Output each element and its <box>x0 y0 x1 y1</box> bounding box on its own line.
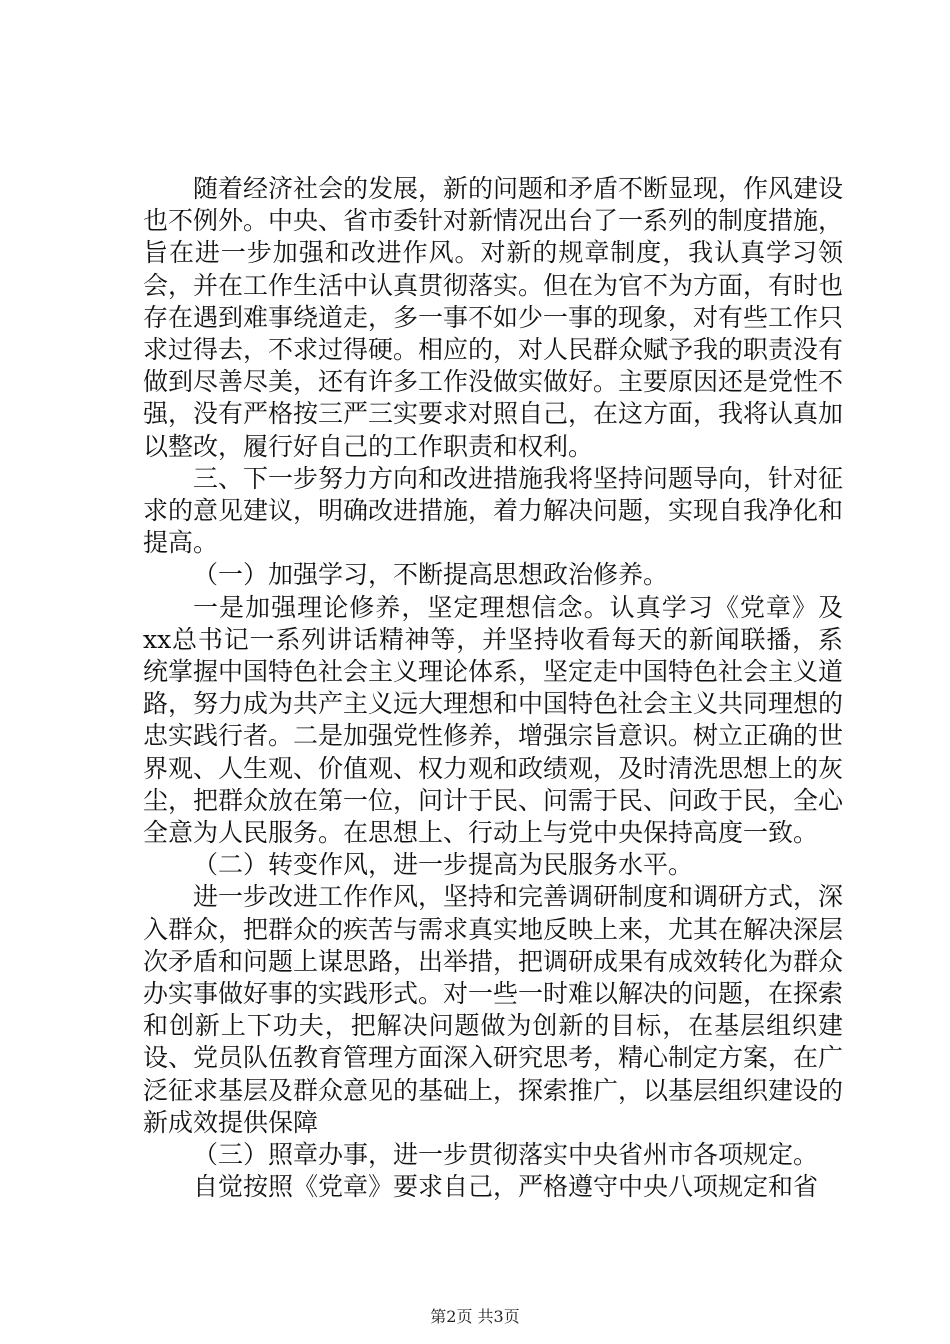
paragraph-5: 自觉按照《党章》要求自己，严格遵守中央八项规定和省 <box>193 1172 819 1202</box>
section-heading-2: （二）转变作风，进一步提高为民服务水平。 <box>193 850 694 880</box>
document-body <box>143 173 843 1204</box>
paragraph-1: 随着经济社会的发展，新的问题和矛盾不断显现，作风建设也不例外。中央、省市委针对新情况出台了一系列的制度措施，旨在进一步加强和改进作风。对新的规章制度，我认真学习领会，并在工作生活中认真贯彻落实。但在为官不为方面，有时也存在遇到难事绕道走，多一事不如少一事的现象，对有些工作只求过得去，不求过得硬。相应的，对人民群众赋予我的职责没有做到尽善尽美，还有许多工作没做实做好。主要原因还是党性不强，没有严格按三严三实要求对照自己，在这方面，我将认真加以整改，履行好自己的工作职责和权利。 <box>143 174 844 461</box>
section-heading-3: （三）照章办事，进一步贯彻落实中央省州市各项规定。 <box>193 1140 819 1170</box>
paragraph-3: 一是加强理论修养，坚定理想信念。认真学习《党章》及xx总书记一系列讲话精神等，并坚持收看每天的新闻联播，系统掌握中国特色社会主义理论体系，坚定走中国特色社会主义道路，努力成为共产主义远大理想和中国特色社会主义共同理想的忠实践行者。二是加强党性修养，增强宗旨意识。树立正确的世界观、人生观、价值观、权力观和政绩观，及时清洗思想上的灰尘，把群众放在第一位，问计于民、问需于民、问政于民，全心全意为人民服务。在思想上、行动上与党中央保持高度一致。 <box>143 592 844 848</box>
page-indicator: 第2页 共3页 <box>430 1307 520 1326</box>
section-heading-1: （一）加强学习，不断提高思想政治修养。 <box>193 560 669 590</box>
paragraph-4: 进一步改进工作作风，坚持和完善调研制度和调研方式，深入群众，把群众的疾苦与需求真实地反映上来，尤其在解决深层次矛盾和问题上谋思路，出举措，把调研成果有成效转化为群众办实事做好事的实践形式。对一些一时难以解决的问题，在探索和创新上下功夫，把解决问题做为创新的目标，在基层组织建设、党员队伍教育管理方面深入研究思考，精心制定方案，在广泛征求基层及群众意见的基础上，探索推广，以基层组织建设的新成效提供保障 <box>143 882 844 1137</box>
paragraph-2: 三、下一步努力方向和改进措施我将坚持问题导向，针对征求的意见建议，明确改进措施，着力解决问题，实现自我净化和提高。 <box>143 463 844 558</box>
